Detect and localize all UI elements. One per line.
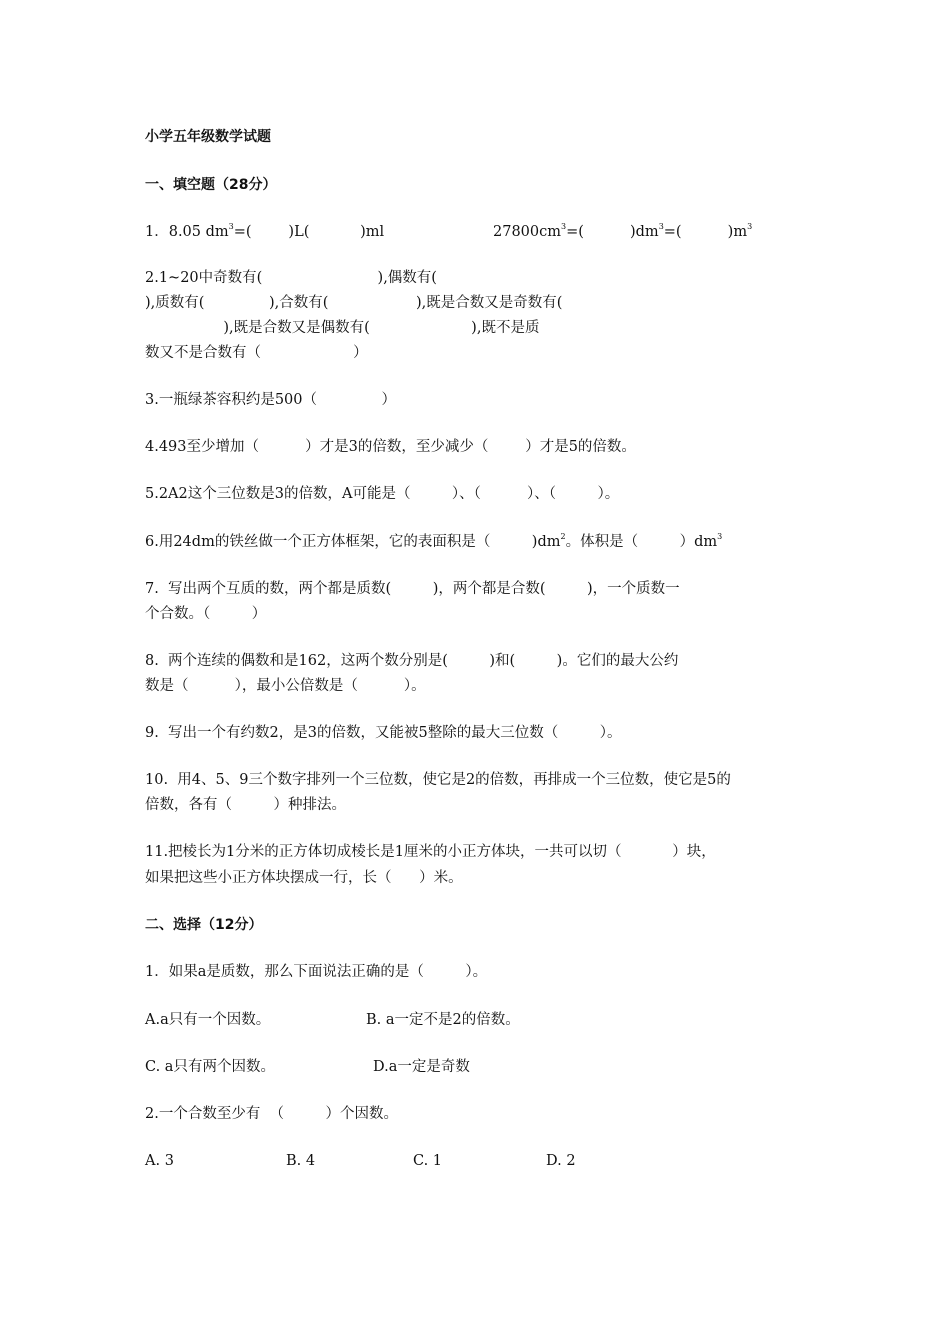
section-heading-fill-in: 一、填空题（28分）: [145, 177, 277, 193]
question-9: 9. 写出一个有约数2，是3的倍数，又能被5整除的最大三位数（ ）。: [145, 725, 622, 741]
question-2-line-4: 数又不是合数有（ ）: [145, 345, 368, 361]
choice-2-option-b: B. 4: [286, 1153, 316, 1169]
choice-question-1: 1．如果a是质数，那么下面说法正确的是（ ）。: [145, 964, 488, 980]
question-11-line-1: 11.把棱长为1分米的正方体切成棱长是1厘米的小正方体块，一共可以切（ ）块，: [145, 844, 716, 860]
choice-1-option-c: C. a只有两个因数。: [145, 1059, 275, 1075]
choice-1-option-b: B. a一定不是2的倍数。: [366, 1012, 520, 1028]
choice-1-option-a: A.a只有一个因数。: [145, 1012, 271, 1028]
question-11-line-2: 如果把这些小正方体块摆成一行，长（ ）米。: [145, 870, 463, 886]
question-1-part-b: $27800cm^3=$( )$dm^3=$( )$m^3$: [493, 222, 753, 240]
question-8-line-2: 数是（ ），最小公倍数是（ ）。: [145, 678, 426, 694]
question-6: 6.用24dm的铁丝做一个正方体框架，它的表面积是（ )$dm^2$。体积是（ ）$dm^3$: [145, 532, 723, 550]
question-5: 5.2A2这个三位数是3的倍数，A可能是（ ）、（ ）、（ ）。: [145, 486, 620, 502]
question-2-line-3: ),既是合数又是偶数有( ),既不是质: [145, 320, 540, 336]
question-10-line-1: 10. 用4、5、9三个数字排列一个三位数，使它是2的倍数，再排成一个三位数，使它是5的: [145, 772, 731, 788]
question-4: 4.493至少增加（ ）才是3的倍数，至少减少（ ）才是5的倍数。: [145, 439, 636, 455]
question-7-line-1: 7. 写出两个互质的数，两个都是质数( )，两个都是合数( )，一个质数一: [145, 581, 680, 597]
choice-2-option-c: C. 1: [413, 1153, 443, 1169]
choice-2-option-d: D. 2: [546, 1153, 576, 1169]
choice-1-option-d: D.a一定是奇数: [373, 1059, 470, 1075]
page-title: 小学五年级数学试题: [145, 129, 271, 145]
question-8-line-1: 8. 两个连续的偶数和是162，这两个数分别是( )和( )。它们的最大公约: [145, 653, 679, 669]
question-7-line-2: 个合数。（ ）: [145, 606, 267, 622]
question-10-line-2: 倍数，各有（ ）种排法。: [145, 797, 346, 813]
question-2-line-1: 2.1~20中奇数有( ),偶数有(: [145, 270, 437, 286]
question-2-line-2: ),质数有( ),合数有( ),既是合数又是奇数有(: [145, 295, 563, 311]
section-heading-multiple-choice: 二、选择（12分）: [145, 917, 263, 933]
choice-2-option-a: A. 3: [145, 1153, 174, 1169]
question-3: 3.一瓶绿茶容积约是500（ ）: [145, 392, 397, 408]
choice-question-2: 2.一个合数至少有 （ ）个因数。: [145, 1106, 399, 1122]
question-1-part-a: 1．8.05 $dm^3=$( )L( )ml: [145, 222, 385, 240]
